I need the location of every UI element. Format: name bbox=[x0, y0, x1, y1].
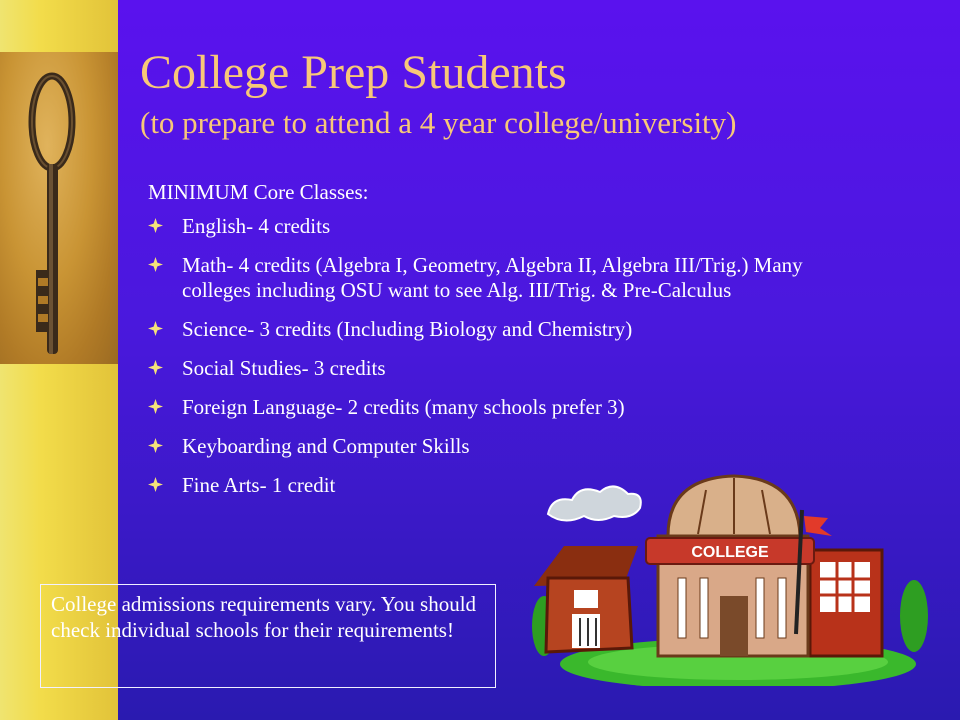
core-classes-heading: MINIMUM Core Classes: bbox=[148, 180, 369, 204]
list-item bbox=[148, 434, 868, 459]
list-item-text: Science- 3 credits (Including Biology and Chemistry) bbox=[182, 317, 633, 341]
list-item-text: Keyboarding and Computer Skills bbox=[182, 434, 470, 458]
college-sign-text: COLLEGE bbox=[691, 544, 769, 561]
list-item-text: English- 4 credits bbox=[182, 214, 331, 238]
admissions-note-box: College admissions requirements vary. You should check individual schools for their requirements! bbox=[40, 584, 496, 688]
title-text: College Prep Students bbox=[140, 46, 567, 99]
list-item-text: Fine Arts- 1 credit bbox=[182, 473, 336, 497]
list-item-text: Social Studies- 3 credits bbox=[182, 356, 386, 380]
key-photo bbox=[0, 52, 118, 364]
list-item bbox=[148, 356, 868, 381]
list-item bbox=[148, 317, 868, 342]
diamond-bullet-icon bbox=[148, 257, 163, 272]
list-item bbox=[148, 214, 868, 239]
subtitle-text: (to prepare to attend a 4 year college/university) bbox=[140, 105, 737, 140]
list-item-text: Math- 4 credits (Algebra I, Geometry, Algebra II, Algebra III/Trig.) Many colleges including OSU want to see Alg. III/Trig. & Pre-Calculus bbox=[182, 253, 803, 302]
list-item bbox=[148, 395, 868, 420]
diamond-bullet-icon bbox=[148, 438, 163, 453]
key-icon bbox=[0, 52, 118, 364]
diamond-bullet-icon bbox=[148, 218, 163, 233]
diamond-bullet-icon bbox=[148, 477, 163, 492]
list-item-text: Foreign Language- 2 credits (many schools prefer 3) bbox=[182, 395, 625, 419]
list-item bbox=[148, 253, 868, 303]
diamond-bullet-icon bbox=[148, 399, 163, 414]
slide-title bbox=[140, 46, 940, 142]
diamond-bullet-icon bbox=[148, 321, 163, 336]
college-clipart bbox=[528, 466, 928, 686]
diamond-bullet-icon bbox=[148, 360, 163, 375]
